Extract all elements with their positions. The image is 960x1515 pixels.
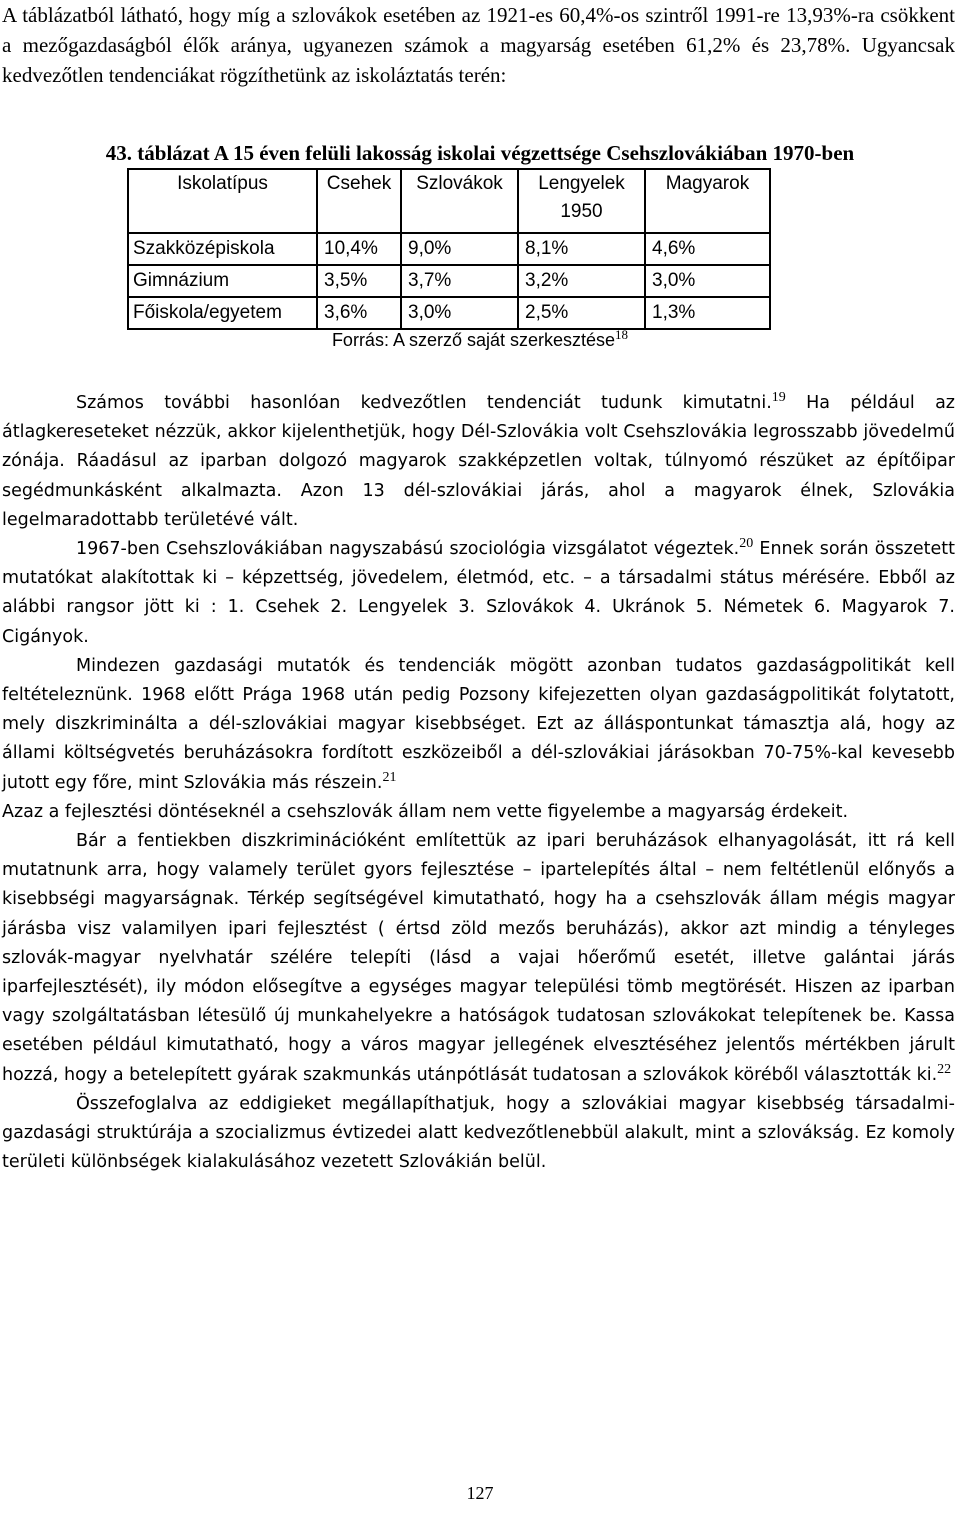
table-cell: 10,4% bbox=[317, 233, 401, 265]
footnote-ref: 19 bbox=[771, 390, 786, 406]
intro-paragraph: A táblázatból látható, hogy míg a szlovákok esetében az 1921-es 60,4%-os szintről 1991-re 13,93%-ra csökkent a mezőgazdaságból élők aránya, ugyanezen számok a magyarság esetében 61,2% és 23,78%. Ugyancsak kedvezőtlen tendenciákat rögzíthetünk az iskoláztatás terén: bbox=[2, 3, 955, 87]
education-table bbox=[127, 168, 771, 330]
paragraph-text: Azaz a fejlesztési döntéseknél a csehszlovák állam nem vette figyelembe a magyarság érdekeit. bbox=[2, 801, 849, 822]
header-cell: Lengyelek 1950 bbox=[518, 169, 645, 233]
source-text: Forrás: A szerző saját szerkesztése bbox=[331, 330, 616, 350]
footnote-ref: 20 bbox=[739, 536, 754, 552]
table-cell: Gimnázium bbox=[128, 265, 317, 297]
paragraph bbox=[2, 389, 955, 535]
paragraph-text: Ennek során összetett mutatókat alakítottak ki – képzettség, jövedelem, életmód, etc. – a társadalmi státus mérésére. Ebből az alábbi rangsor jött ki : 1. Csehek 2. Lengyelek 3. Szlovákok 4. Ukránok 5. Németek 6. Magyarok 7. Cigányok. bbox=[2, 539, 955, 647]
paragraph-text: Mindezen gazdasági mutatók és tendenciák mögött azonban tudatos gazdaságpolitikát kell feltételeznünk. 1968 előtt Prága 1968 után pedig Pozsony kifejezetten olyan gazdaságpolitikát folytatott, mely diszkriminálta a dél-szlovákiai magyar kisebbséget. Ezt az álláspontunkat támasztja alá, hogy az állami költségvetés beruházásokra fordított eszközeiből a dél-szlovákiai járásokban 70-75%-kal kevesebb jutott egy főre, mint Szlovákia más részein. bbox=[2, 655, 955, 793]
table-row bbox=[128, 233, 770, 265]
paragraph-text: 1967-ben Csehszlovákiában nagyszabású szociológia vizsgálatot végeztek. bbox=[76, 539, 740, 560]
paragraph bbox=[2, 652, 955, 798]
header-cell: Szlovákok bbox=[401, 169, 518, 233]
paragraph bbox=[2, 1090, 955, 1178]
table-cell: Főiskola/egyetem bbox=[128, 297, 317, 329]
header-cell: Magyarok bbox=[645, 169, 770, 233]
paragraph-text: Bár a fentiekben diszkriminációként említettük az ipari beruházások elhanyagolását, itt rá kell mutatnunk arra, hogy valamely terület gyors fejlesztése – ipartelepítés által – nem feltétlenül előnyős a kisebbségi magyarságnak. Térkép segítségével kimutatható, hogy ha a csehszlovák állam mégis magyar járásba visz valamilyen ipari fejlesztést ( értsd zöld mezős beruházás), akkor azt mindig a tényleges szlovák-magyar nyelvhatár szélére telepíti (lásd a vajai hőerőmű esetét, illetve galántai járás iparfejlesztését), ily módon elősegítve a egységes magyar települési tömb megtörését. Hiszen az iparban vagy szolgáltatásban létesülő új munkahelyekre a hatóságok tudatosan szlovákokat telepítenek be. Kassa esetében például kimutatható, hogy a város magyar jellegének elvesztéséhez jelentős mértékben járult hozzá, hogy a betelepített gyárak szakmunkás utánpótlását tudatosan a szlovákok köréből választották ki. bbox=[2, 831, 955, 1085]
table-cell: 8,1% bbox=[518, 233, 645, 265]
table-cell: Szakközépiskola bbox=[128, 233, 317, 265]
footnote-ref: 22 bbox=[937, 1061, 952, 1077]
table-cell: 2,5% bbox=[518, 297, 645, 329]
table-row bbox=[128, 265, 770, 297]
table-cell: 9,0% bbox=[401, 233, 518, 265]
header-cell: Csehek bbox=[317, 169, 401, 233]
table-cell: 1,3% bbox=[645, 297, 770, 329]
paragraph bbox=[2, 827, 955, 1090]
paragraph bbox=[2, 535, 955, 652]
paragraph bbox=[2, 798, 955, 827]
footnote-ref: 18 bbox=[615, 327, 629, 342]
table-source bbox=[0, 322, 960, 353]
paragraph-text: Számos további hasonlóan kedvezőtlen tendenciát tudunk kimutatni. bbox=[76, 393, 772, 413]
paragraph-text: Összefoglalva az eddigieket megállapíthatjuk, hogy a szlovákiai magyar kisebbség társadalmi-gazdasági struktúrája a szocializmus évtizedei alatt kedvezőtlenebbül alakult, mint a szlovákság. Ez komoly területi különbségek kialakulásához vezetett Szlovákián belül. bbox=[2, 1093, 955, 1173]
body-text bbox=[2, 389, 955, 1177]
page-number: 127 bbox=[466, 1483, 494, 1503]
table-cell: 3,0% bbox=[645, 265, 770, 297]
table-cell: 3,2% bbox=[518, 265, 645, 297]
footnote-ref: 21 bbox=[382, 769, 397, 785]
table-header-row bbox=[128, 169, 770, 233]
table-caption: 43. táblázat A 15 éven felüli lakosság iskolai végzettsége Csehszlovákiában 1970-ben bbox=[105, 141, 855, 165]
table-cell: 3,0% bbox=[401, 297, 518, 329]
table-cell: 4,6% bbox=[645, 233, 770, 265]
table-cell: 3,7% bbox=[401, 265, 518, 297]
table-cell: 3,6% bbox=[317, 297, 401, 329]
paragraph-text: Ha például az átlagkereseteket nézzük, akkor kijelenthetjük, hogy Dél-Szlovákia volt Csehszlovákia legrosszabb jövedelmű zónája. Ráadásul az iparban dolgozó magyarok szakképzetlen voltak, túlnyomó részüket az építőipar segédmunkásként alkalmazta. Azon 13 dél-szlovákiai járás, ahol a magyarok élnek, Szlovákia legelmaradottabb területévé vált. bbox=[2, 393, 955, 530]
table-cell: 3,5% bbox=[317, 265, 401, 297]
header-cell: Iskolatípus bbox=[128, 169, 317, 233]
